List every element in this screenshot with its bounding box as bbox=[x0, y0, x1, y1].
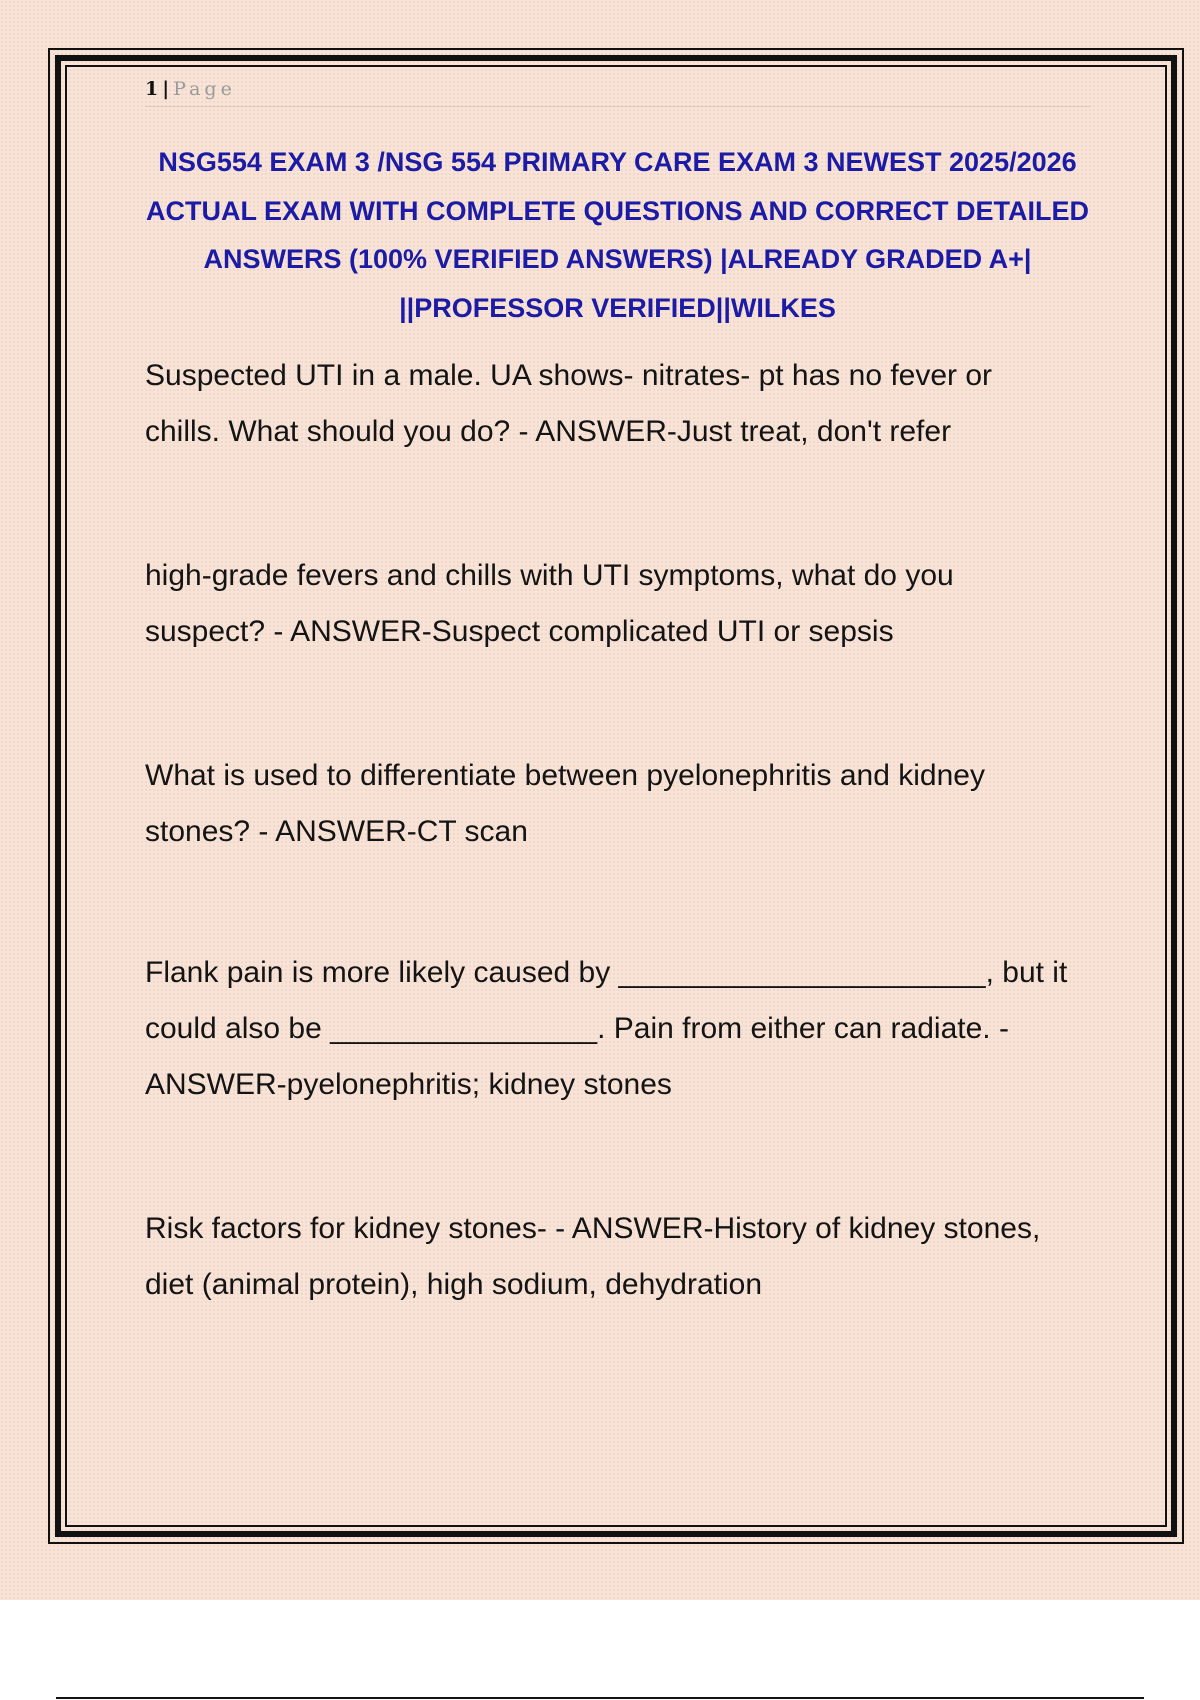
qa-item-5: Risk factors for kidney stones- - ANSWER-History of kidney stones, diet (animal protein), high sodium, dehydration bbox=[145, 1212, 1041, 1301]
qa-item-3: What is used to differentiate between pyelonephritis and kidney stones? - ANSWER-CT scan bbox=[145, 759, 985, 848]
qa-item-1: Suspected UTI in a male. UA shows- nitrates- pt has no fever or chills. What should you do? - ANSWER-Just treat, don't refer bbox=[145, 359, 993, 448]
page-header-separator: | bbox=[162, 78, 170, 100]
document-title: NSG554 EXAM 3 /NSG 554 PRIMARY CARE EXAM 3 NEWEST 2025/2026 ACTUAL EXAM WITH COMPLETE QUESTIONS AND CORRECT DETAILED ANSWERS (100% VERIFIED ANSWERS) |ALREADY GRADED A+| ||PROFESSOR VERIFIED||WILKES bbox=[146, 147, 1089, 323]
qa-item-4: Flank pain is more likely caused by ______________________, but it could also be ________________. Pain from either can radiate. - ANSWER-pyelonephritis; kidney stones bbox=[145, 956, 1068, 1101]
next-page-top-rule bbox=[56, 1697, 1144, 1699]
page-header bbox=[145, 74, 1090, 107]
qa-item-2: high-grade fevers and chills with UTI symptoms, what do you suspect? - ANSWER-Suspect complicated UTI or sepsis bbox=[145, 559, 954, 648]
page-number: 1 bbox=[145, 78, 159, 100]
page-header-label: Page bbox=[173, 78, 236, 100]
